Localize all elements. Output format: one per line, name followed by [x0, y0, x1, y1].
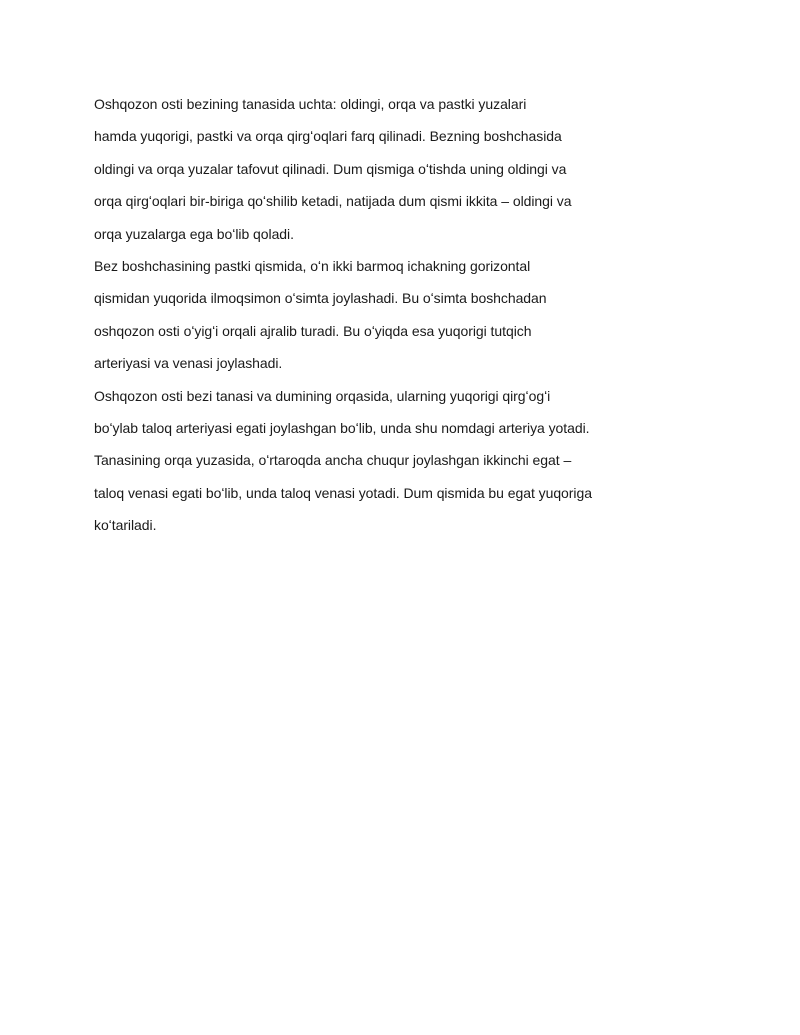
text-line: boʻylab taloq arteriyasi egati joylashgan boʻlib, unda shu nomdagi arteriya yotadi. [94, 419, 590, 436]
text-line: arteriyasi va venasi joylashadi. [94, 355, 283, 372]
text-line: hamda yuqorigi, pastki va orqa qirgʻoqlari farq qilinadi. Bezning boshchasida [94, 128, 562, 145]
text-line: oshqozon osti oʻyigʻi orqali ajralib turadi. Bu oʻyiqda esa yuqorigi tutqich [94, 322, 532, 339]
document-body-text [94, 88, 734, 541]
text-line: Bez boshchasining pastki qismida, oʻn ikki barmoq ichakning gorizontal [94, 257, 531, 274]
text-line: Oshqozon osti bezining tanasida uchta: oldingi, orqa va pastki yuzalari [94, 96, 527, 112]
text-line: orqa yuzalarga ega boʻlib qoladi. [94, 225, 294, 242]
text-line: Oshqozon osti bezi tanasi va dumining orqasida, ularning yuqorigi qirgʻogʻi [94, 387, 551, 404]
text-line: qismidan yuqorida ilmoqsimon oʻsimta joylashadi. Bu oʻsimta boshchadan [94, 290, 547, 307]
text-line: oldingi va orqa yuzalar tafovut qilinadi. Dum qismiga oʻtishda uning oldingi va [94, 160, 567, 177]
text-line: taloq venasi egati boʻlib, unda taloq venasi yotadi. Dum qismida bu egat yuqoriga [94, 484, 592, 501]
text-line: koʻtariladi. [94, 517, 157, 534]
text-line: orqa qirgʻoqlari bir-biriga qoʻshilib ketadi, natijada dum qismi ikkita – oldingi va [94, 193, 572, 210]
text-line: Tanasining orqa yuzasida, oʻrtaroqda ancha chuqur joylashgan ikkinchi egat – [94, 452, 572, 469]
